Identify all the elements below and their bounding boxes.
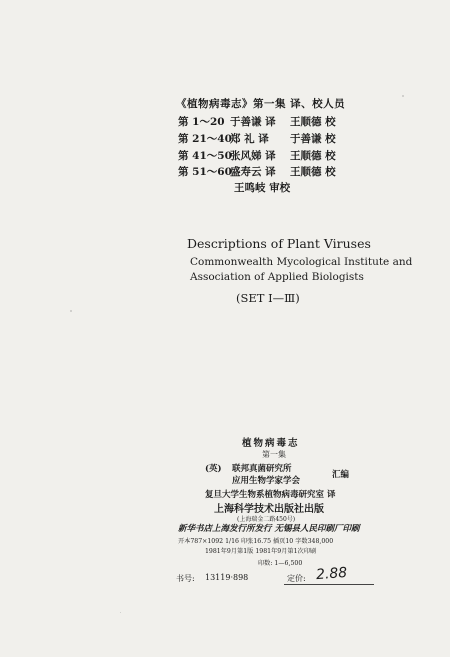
scan-speck — [402, 95, 404, 97]
colophon-distribution: 新华书店上海发行所发行 无锡县人民印刷厂印刷 — [178, 524, 360, 534]
english-org-line2: Association of Applied Biologists — [190, 271, 364, 283]
credit-range: 第 41～50 — [178, 150, 232, 162]
call-number: 13119·898 — [205, 573, 249, 582]
colophon-publisher: 上海科学技术出版社出版 — [214, 504, 324, 515]
colophon-address: (上海瑞金二路450号) — [237, 516, 296, 523]
call-number-label: 书号: — [176, 574, 195, 583]
scan-speck — [70, 310, 72, 312]
colophon-compile: 汇编 — [332, 470, 350, 480]
credit-row — [178, 164, 350, 179]
final-review: 王鸣岐 审校 — [234, 182, 291, 194]
english-set: (SET Ⅰ—Ⅲ) — [236, 291, 300, 305]
english-title: Descriptions of Plant Viruses — [187, 236, 371, 251]
english-org-line1: Commonwealth Mycological Institute and — [190, 256, 413, 268]
credit-reviewer: 王顺德 校 — [290, 166, 336, 178]
credit-reviewer: 王顺德 校 — [290, 116, 336, 128]
credit-reviewer: 于善谦 校 — [290, 133, 336, 145]
colophon-book-title: 植物病毒志 — [242, 438, 300, 449]
colophon-org1: 联邦真菌研究所 — [232, 464, 292, 474]
credit-row — [178, 131, 350, 146]
credits-title: 《植物病毒志》第一集 译、校人员 — [176, 98, 346, 110]
scan-speck — [120, 612, 121, 613]
credit-row — [178, 114, 350, 129]
price-label: 定价: — [287, 574, 306, 583]
credit-translator: 郑 礼 译 — [230, 133, 269, 145]
credit-row — [178, 148, 350, 163]
colophon-country-tag: (英) — [205, 464, 222, 474]
colophon-edition: 1981年9月第1版 1981年9月第1次印刷 — [205, 548, 317, 555]
credit-translator: 盛寿云 译 — [230, 166, 276, 178]
colophon-specs: 开本787×1092 1/16 印张16.75 插页10 字数348,000 — [178, 538, 334, 545]
credit-translator: 于善谦 译 — [230, 116, 276, 128]
credit-range: 第 21～40 — [178, 133, 232, 145]
credit-range: 第 1～20 — [178, 116, 225, 128]
colophon-print-run: 印数: 1—6,500 — [258, 560, 303, 567]
credit-translator: 张风娣 译 — [230, 150, 276, 162]
colophon-volume: 第一集 — [262, 450, 286, 459]
credit-range: 第 51～60 — [178, 166, 232, 178]
price-underline — [284, 584, 374, 585]
colophon-org2: 应用生物学家学会 — [232, 476, 301, 486]
credit-reviewer: 王顺德 校 — [290, 150, 336, 162]
price-value: 2.88 — [315, 564, 348, 584]
colophon-translator: 复旦大学生物系植物病毒研究室 译 — [205, 490, 336, 500]
